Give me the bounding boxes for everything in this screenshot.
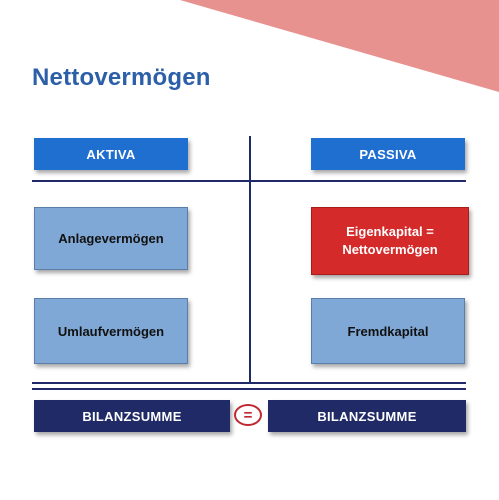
umlaufvermoegen-box: Umlaufvermögen [34, 298, 188, 364]
eigenkapital-box [311, 207, 469, 275]
bilanzsumme-left: BILANZSUMME [34, 400, 230, 432]
fremdkapital-box: Fremdkapital [311, 298, 465, 364]
passiva-header: PASSIVA [311, 138, 465, 170]
equals-sign-icon: = [234, 404, 262, 426]
bilanzsumme-right: BILANZSUMME [268, 400, 466, 432]
eigenkapital-label: Eigenkapital = [346, 224, 434, 239]
slide-title: Nettovermögen [32, 64, 211, 91]
nettovermoegen-label: Nettovermögen [342, 242, 438, 257]
aktiva-header: AKTIVA [34, 138, 188, 170]
anlagevermoegen-box: Anlagevermögen [34, 207, 188, 270]
